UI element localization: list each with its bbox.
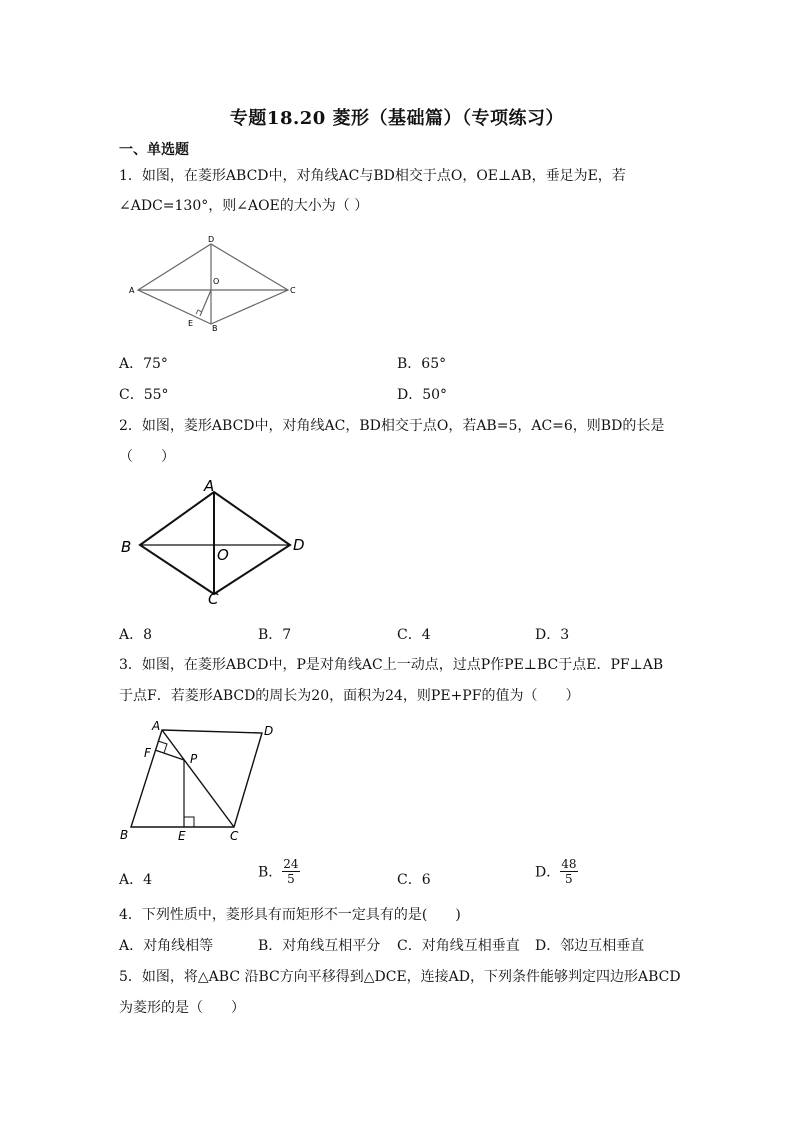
q2-figure-rhombus (118, 476, 318, 606)
q2-label-c: C (208, 590, 219, 608)
q4-option-c[interactable]: C．对角线互相垂直 (397, 938, 520, 954)
q3-label-f: F (144, 746, 151, 760)
q4-option-d[interactable]: D．邻边互相垂直 (535, 938, 645, 954)
q2-label-b: B (121, 538, 132, 556)
q3-stem-line2: 于点F．若菱形ABCD的周长为20，面积为24，则PE+PF的值为（ ） (119, 688, 580, 704)
q3-option-b-numerator: 24 (283, 857, 299, 871)
section-heading: 一、单选题 (119, 142, 189, 158)
q1-label-b: B (212, 324, 218, 333)
q3-option-b-fraction (282, 857, 299, 886)
q3-figure-rhombus (116, 716, 282, 846)
q3-option-c[interactable] (397, 869, 431, 889)
q3-option-c-value: 6 (421, 872, 431, 888)
q1-option-c[interactable]: C．55° (119, 387, 169, 403)
q1-option-d[interactable]: D．50° (397, 387, 448, 403)
q3-label-d: D (264, 724, 274, 738)
q3-option-c-label: C． (397, 872, 422, 888)
q1-label-o: O (213, 277, 220, 286)
q1-option-b[interactable]: B．65° (397, 356, 447, 372)
q2-option-b[interactable]: B．7 (258, 627, 292, 643)
q3-label-e: E (178, 829, 186, 843)
q2-label-a: A (204, 477, 215, 495)
q2-label-o: O (217, 546, 229, 564)
q3-label-b: B (120, 828, 129, 842)
q1-figure-rhombus (120, 236, 310, 336)
q5-stem-line1: 5．如图，将△ABC 沿BC方向平移得到△DCE，连接AD，下列条件能够判定四边形ABCD (119, 969, 681, 985)
q3-diagonal-ac (162, 730, 234, 827)
q2-option-a[interactable]: A．8 (119, 627, 153, 643)
q3-label-p: P (190, 752, 198, 766)
q3-segment-pf (155, 750, 184, 760)
q2-option-c[interactable]: C．4 (397, 627, 431, 643)
q3-option-b[interactable] (258, 857, 300, 886)
q3-stem-line1: 3．如图，在菱形ABCD中，P是对角线AC上一动点，过点P作PE⊥BC于点E．PF⊥AB (119, 657, 664, 673)
q3-option-a-value: 4 (143, 872, 153, 888)
q2-option-d[interactable]: D．3 (535, 627, 570, 643)
q3-option-d-fraction (560, 857, 577, 886)
q2-stem-line1: 2．如图，菱形ABCD中，对角线AC，BD相交于点O，若AB=5，AC=6，则BD的长是 (119, 418, 665, 434)
q3-option-d-denominator: 5 (565, 872, 573, 886)
q3-option-b-label: B． (258, 864, 283, 881)
q1-label-e: E (188, 319, 194, 328)
q1-stem-line2: ∠ADC=130°，则∠AOE的大小为（ ） (119, 198, 369, 214)
q3-rhombus-outline (131, 730, 262, 827)
q2-label-d: D (293, 536, 305, 554)
q3-option-a[interactable] (119, 869, 152, 889)
q3-label-a: A (152, 719, 161, 733)
q3-option-b-denominator: 5 (287, 872, 295, 886)
q3-right-angle-mark-e (184, 817, 194, 827)
q1-option-a[interactable]: A．75° (119, 356, 168, 372)
q5-stem-line2: 为菱形的是（ ） (119, 1000, 245, 1016)
q4-option-b[interactable]: B．对角线互相平分 (258, 938, 381, 954)
page-title: 专题18.20 菱形（基础篇）（专项练习） (229, 108, 565, 129)
q4-option-a[interactable]: A．对角线相等 (119, 938, 214, 954)
q3-label-c: C (230, 829, 239, 843)
q1-label-c: C (290, 286, 296, 295)
q2-stem-line2: （ ） (119, 449, 175, 465)
q1-stem-line1: 1．如图，在菱形ABCD中，对角线AC与BD相交于点O，OE⊥AB，垂足为E，若 (119, 168, 626, 184)
q3-option-d[interactable] (535, 857, 578, 886)
q3-option-d-label: D． (535, 864, 561, 881)
q3-option-d-numerator: 48 (561, 857, 577, 871)
q1-label-a: A (129, 286, 135, 295)
q3-option-a-label: A． (119, 872, 144, 888)
q1-label-d: D (208, 235, 215, 244)
q4-stem-line1: 4．下列性质中，菱形具有而矩形不一定具有的是( ) (119, 907, 461, 923)
